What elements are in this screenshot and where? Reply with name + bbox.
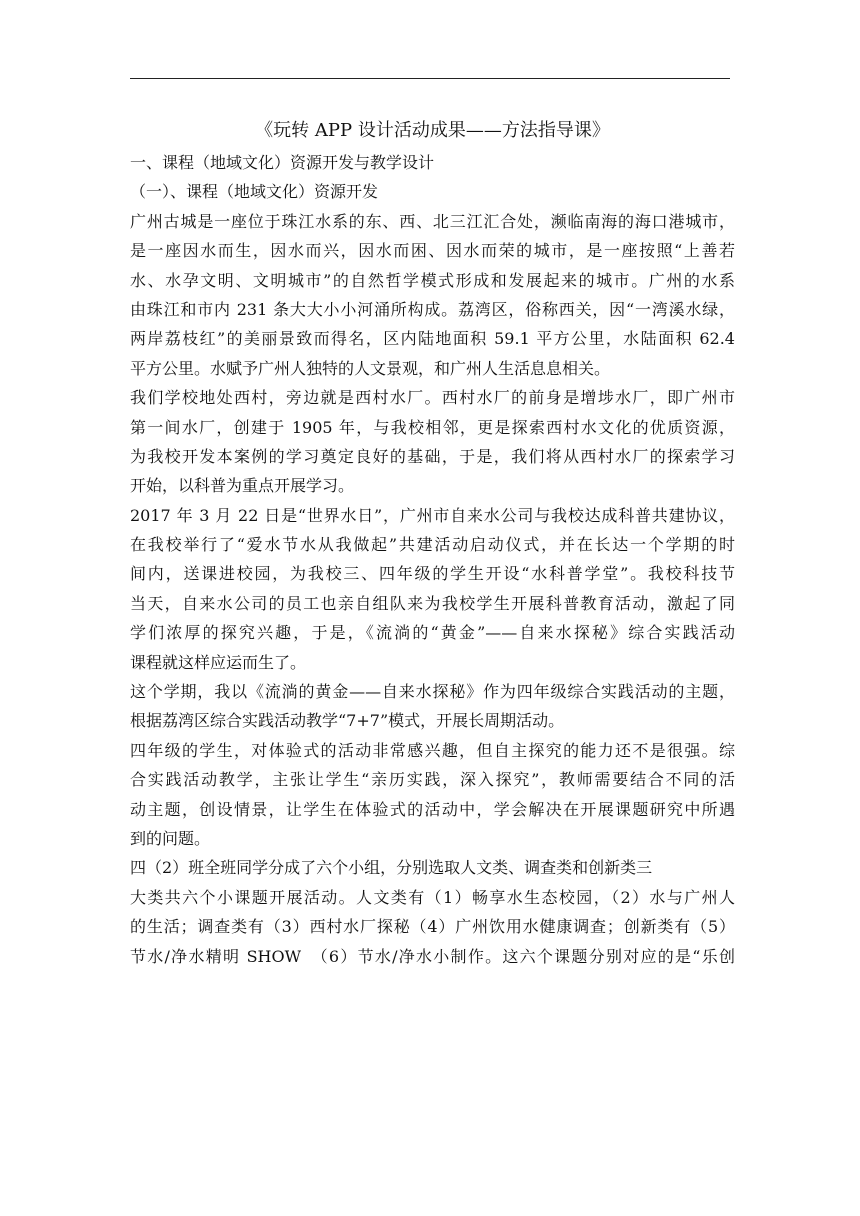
paragraph-line: 是一座因水而生，因水而兴，因水而困、因水而荣的城市，是一座按照“上善若 [130,241,735,261]
paragraph-line: 这个学期，我以《流淌的黄金——自来水探秘》作为四年级综合实践活动的主题， [130,682,735,702]
paragraph [130,853,735,882]
paragraph-line: 两岸荔枝红”的美丽景致而得名，区内陆地面积 59.1 平方公里，水陆面积 62.4 [130,329,735,349]
paragraph-line: 的生活；调查类有（3）西村水厂探秘（4）广州饮用水健康调查；创新类有（5） [130,917,735,937]
paragraph-line: 平方公里。水赋予广州人独特的人文景观，和广州人生活息息相关。 [130,358,611,378]
subsection-heading: （一）、课程（地域文化）资源开发 [130,182,379,202]
paragraph-line: 根据荔湾区综合实践活动教学“7+7”模式，开展长周期活动。 [130,711,565,731]
paragraph-line: 由珠江和市内 231 条大大小小河涌所构成。荔湾区，俗称西关，因“一湾溪水绿， [130,299,735,319]
document-body [130,116,735,971]
paragraph [130,383,735,501]
paragraph-line: 四（2）班全班同学分成了六个小组，分别选取人文类、调查类和创新类三 [130,858,653,878]
header-rule [130,78,730,79]
paragraph [130,736,735,854]
document-title: 《玩转 APP 设计活动成果——方法指导课》 [255,120,610,141]
paragraph-line: 水、水孕文明、文明城市”的自然哲学模式形成和发展起来的城市。广州的水系 [130,270,735,290]
paragraph [130,501,735,677]
paragraph-line: 节水/净水精明 SHOW （6）节水/净水小制作。这六个课题分别对应的是“乐创 [130,946,735,966]
paragraph-line: 课程就这样应运而生了。 [130,652,307,672]
paragraph-line: 广州古城是一座位于珠江水系的东、西、北三江汇合处，濒临南海的海口港城市， [130,211,735,231]
paragraph-line: 在我校举行了“爱水节水从我做起”共建活动启动仪式，并在长达一个学期的时 [130,535,735,555]
paragraph-line: 我们学校地处西村，旁边就是西村水厂。西村水厂的前身是增埗水厂，即广州市 [130,388,735,408]
paragraph-line: 动主题，创设情景，让学生在体验式的活动中，学会解决在开展课题研究中所遇 [130,799,735,819]
paragraph-line: 四年级的学生，对体验式的活动非常感兴趣，但自主探究的能力还不是很强。综 [130,740,735,760]
paragraph-line: 为我校开发本案例的学习奠定良好的基础，于是，我们将从西村水厂的探索学习 [130,446,735,466]
paragraph-line: 当天，自来水公司的员工也亲自组队来为我校学生开展科普教育活动，激起了同 [130,593,735,613]
paragraph-line: 2017 年 3 月 22 日是“世界水日”，广州市自来水公司与我校达成科普共建协议， [130,505,735,525]
paragraph [130,677,735,736]
paragraph [130,207,735,383]
section-heading: 一、课程（地域文化）资源开发与教学设计 [130,153,435,172]
paragraph-line: 间内，送课进校园，为我校三、四年级的学生开设“水科普学堂”。我校科技节 [130,564,735,584]
paragraph-line: 开始，以科普为重点开展学习。 [130,476,355,496]
paragraph-line: 学们浓厚的探究兴趣，于是，《流淌的“黄金”——自来水探秘》综合实践活动 [130,623,735,643]
paragraph-line: 第一间水厂，创建于 1905 年，与我校相邻，更是探索西村水文化的优质资源， [130,417,735,437]
paragraph-line: 大类共六个小课题开展活动。人文类有（1）畅享水生态校园，（2）水与广州人 [130,887,735,907]
paragraph-list [130,207,735,971]
paragraph-line: 到的问题。 [130,828,211,848]
paragraph [130,883,735,971]
paragraph-line: 合实践活动教学，主张让学生“亲历实践，深入探究”，教师需要结合不同的活 [130,770,735,790]
